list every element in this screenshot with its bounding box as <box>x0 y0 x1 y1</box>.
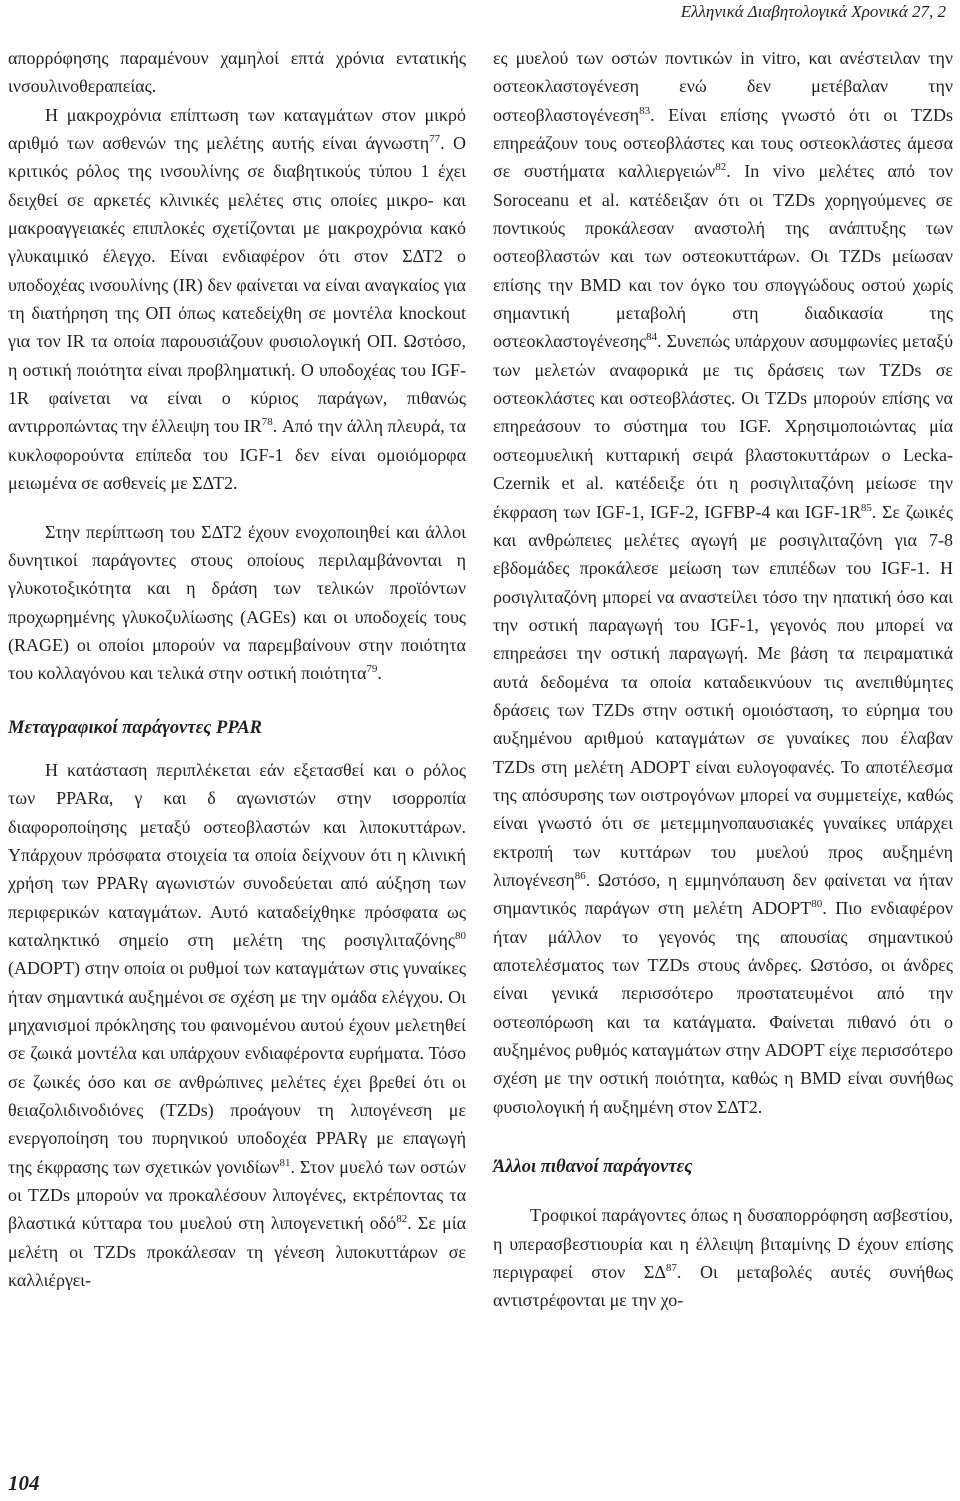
paragraph <box>8 518 466 688</box>
right-column <box>493 44 953 1315</box>
reference-superscript: 81 <box>279 1156 291 1169</box>
reference-superscript: 82 <box>715 161 727 174</box>
reference-superscript: 80 <box>455 929 466 942</box>
text-run: Τροφικοί παράγοντες όπως η δυσαπορρόφηση ασβεστίου, η υπερασβεστιουρία και η έλλειψη βιταμίνης D έχουν επίσης περιγραφεί στον ΣΔ <box>493 1205 953 1283</box>
text-run: . Πιο ενδιαφέρον ήταν μάλλον το γεγονός της απουσίας σημαντικού αποτελέσματος των TZDs στους άνδρες. Ωστόσο, οι άνδρες είναι γενικά περισσότερο προστατευμένοι από την οστεοπόρωση και τα κατάγματα. Φαίνεται πιθανό ότι ο αυξημένος ρυθμός καταγμάτων στην ADOPT είχε περισσότερο σχέση με την οστική ποιότητα, καθώς η BMD είναι συνήθως φυσιολογική ή αυξημένη στον ΣΔΤ2. <box>493 898 953 1117</box>
paragraph <box>493 1201 953 1314</box>
paragraph: απορρόφησης παραμένουν χαμηλοί επτά χρόνια εντατικής ινσουλινοθεραπείας. <box>8 48 466 97</box>
text-run: . In vivo μελέτες από τον Soroceanu et al. κατέδειξαν ότι οι TZDs χορηγούμενες σε ποντικούς προκάλεσαν αναστολή της ανάπτυξης των οστεοβλαστών και των οστεοκυττάρων. Οι TZDs μείωσαν επίσης την BMD και τον όγκο του σπογγώδους οστού χωρίς σημαντική μεταβολή στη διαδικασία της οστεοκλαστογένεσης <box>493 161 954 352</box>
reference-superscript: 83 <box>639 104 651 117</box>
text-run: . Στον μυελό των οστών οι TZDs μπορούν να προκαλέσουν λιπογένες, εκτρέποντας τα βλαστικά κύτταρα του μυελού στη λιπογενετική οδό <box>8 1156 466 1234</box>
reference-superscript: 80 <box>811 898 823 911</box>
reference-superscript: 79 <box>366 663 378 676</box>
reference-superscript: 82 <box>396 1213 408 1226</box>
reference-superscript: 78 <box>261 416 273 429</box>
reference-superscript: 85 <box>860 501 872 514</box>
text-run: Στην περίπτωση του ΣΔΤ2 έχουν ενοχοποιηθεί και άλλοι δυνητικοί παράγοντες στους οποίους περιλαμβάνονται η γλυκοτοξικότητα και η δράση των τελικών προϊόντων προχωρημένης γλυκοζυλίωσης (AGEs) και οι υποδοχείς τους (RAGE) οι οποίοι μπορούν να παρεμβαίνουν στην ποιότητα του κολλαγόνου και τελικά στην οστική ποιότητα <box>8 521 466 684</box>
reference-superscript: 84 <box>646 331 658 344</box>
text-run: . Από την άλλη πλευρά, τα κυκλοφορούντα επίπεδα του IGF-1 δεν είναι ομοιόμορφα μειωμένα σε ασθενείς με ΣΔΤ2. <box>8 416 466 494</box>
text-run: . Σε μία μελέτη οι TZDs προκάλεσαν τη γένεση λιποκυττάρων σε καλλιέργει- <box>8 1213 466 1291</box>
reference-superscript: 86 <box>574 869 586 882</box>
section-heading: Μεταγραφικοί παράγοντες PPAR <box>8 717 262 738</box>
paragraph <box>8 756 466 1295</box>
text-run: Η μακροχρόνια επίπτωση των καταγμάτων στον μικρό αριθμό των ασθενών της μελέτης αυτής είναι άγνωστη <box>8 104 466 154</box>
reference-superscript: 87 <box>665 1262 677 1275</box>
text-run: . Ωστόσο, η εμμηνόπαυση δεν φαίνεται να ήταν σημαντικός παράγων στη μελέτη ADOPT <box>493 869 953 919</box>
text-run: . <box>377 663 382 684</box>
text-run: . Ο κριτικός ρόλος της ινσουλίνης σε διαβητικούς τύπου 1 έχει δειχθεί σε αρκετές κλινικές μελέτες στις οποίες μικρο- και μακροαγγειακές επιπλοκές σχετίζονται με μακροχρόνια κακό γλυκαιμικό έλεγχο. Είναι ενδιαφέρον ότι στον ΣΔΤ2 ο υποδοχέας ινσουλίνης (IR) δεν φαίνεται να είναι αναγκαίος για τη διατήρηση της ΟΠ όπως κατεδείχθη σε μοντέλα knockout για τον IR τα οποία παρουσιάζουν φυσιολογική ΟΠ. Ωστόσο, η οστική ποιότητα είναι προβληματική. Ο υποδοχέας του IGF-1R φαίνεται να είναι ο κύριος παράγων, πιθανώς αντιρροπώντας την έλλειψη του IR <box>8 133 466 437</box>
text-run: (ADOPT) στην οποία οι ρυθμοί των καταγμάτων στις γυναίκες ήταν σημαντικά αυξημένοι σε σχέση με την ομάδα ελέγχου. Οι μηχανισμοί πρόκλησης του φαινομένου αυτού έχουν μελετηθεί σε ζωικά μοντέλα και υπάρχουν ενδιαφέροντα ευρήματα. Τόσο σε ζωικές όσο και σε ανθρώπινες μελέτες έχει βρεθεί ότι οι θειαζολιδινοδιόνες (TZDs) προάγουν τη λιπογένεση με ενεργοποίηση του πυρηνικού υποδοχέα PPARγ με επαγωγή της έκφρασης των σχετικών γονιδίων <box>8 958 466 1177</box>
text-run: ες μυελού των οστών ποντικών in vitro, και ανέστειλαν την οστεοκλαστογένεση ενώ δεν μετέβαλαν την οστεοβλαστογένεση <box>493 48 953 125</box>
text-run: . Είναι επίσης γνωστό ότι οι TZDs επηρεάζουν τους οστεοβλάστες και τους οστεοκλάστες άμεσα σε συστήματα καλλιεργειών <box>493 104 953 182</box>
left-column <box>8 44 466 1294</box>
reference-superscript: 77 <box>429 133 441 146</box>
section-heading: Άλλοι πιθανοί παράγοντες <box>493 1157 693 1178</box>
text-run: Η κατάσταση περιπλέκεται εάν εξετασθεί και ο ρόλος των PPARα, γ και δ αγωνιστών στην ισορροπία διαφοροποίησης μεταξύ οστεοβλαστών και λιποκυττάρων. Υπάρχουν πρόσφατα στοιχεία τα οποία δείχνουν ότι η κλινική χρήση των PPARγ αγωνιστών συνοδεύεται από αύξηση των περιφερικών καταγμάτων. Αυτό καταδείχθηκε πρόσφατα ως καταληκτικό σημείο στη μελέτη της ροσιγλιταζόνης <box>8 759 466 950</box>
journal-header: Ελληνικά Διαβητολογικά Χρονικά 27, 2 <box>680 2 946 21</box>
paragraph <box>8 101 466 498</box>
text-run: . Σε ζωικές και ανθρώπειες μελέτες αγωγή με ροσιγλιταζόνη για 7-8 εβδομάδες προκάλεσε μείωση των επιπέδων του IGF-1. Η ροσιγλιταζόνη μπορεί να αναστείλει τόσο την ηπατική όσο και την οστική παραγωγή του IGF-1, γεγονός που μπορεί να επηρεάσει την οστική παραγωγή. Με βάση τα πειραματικά αυτά δεδομένα τα οποία καταδεικνύουν τις ανεπιθύμητες δράσεις των TZDs στην οστική ομοιόσταση, το εύρημα του αυξημένου αριθμού καταγμάτων σε γυναίκες που έλαβαν TZDs στη μελέτη ADOPT είναι ευλογοφανές. Το αποτέλεσμα της απόσυρσης των οιστρογόνων μπορεί να συμμετείχε, καθώς είναι γνωστό ότι σε μετεμμηνοπαυσιακές γυναίκες υπάρχει εκτροπή των κυττάρων του μυελού προς αυξημένη λιπογένεση <box>493 501 953 890</box>
text-run: . Οι μεταβολές αυτές συνήθως αντιστρέφονται με την χο- <box>493 1262 953 1311</box>
page-number: 104 <box>8 1471 40 1495</box>
text-run: . Συνεπώς υπάρχουν ασυμφωνίες μεταξύ των μελετών αναφορικά με τις δράσεις των TZDs σε οστεοκλάστες και οστεοβλάστες. Οι TZDs μπορούν επίσης να επηρεάσουν το σύστημα του IGF. Χρησιμοποιώντας μία οστεομυελική κυτταρική σειρά βλαστοκυττάρων ο Lecka-Czernik et al. κατέδειξε ότι η ροσιγλιταζόνη μείωσε την έκφραση των IGF-1, IGF-2, IGFBP-4 και IGF-1R <box>493 331 953 522</box>
paragraph <box>493 44 953 1121</box>
